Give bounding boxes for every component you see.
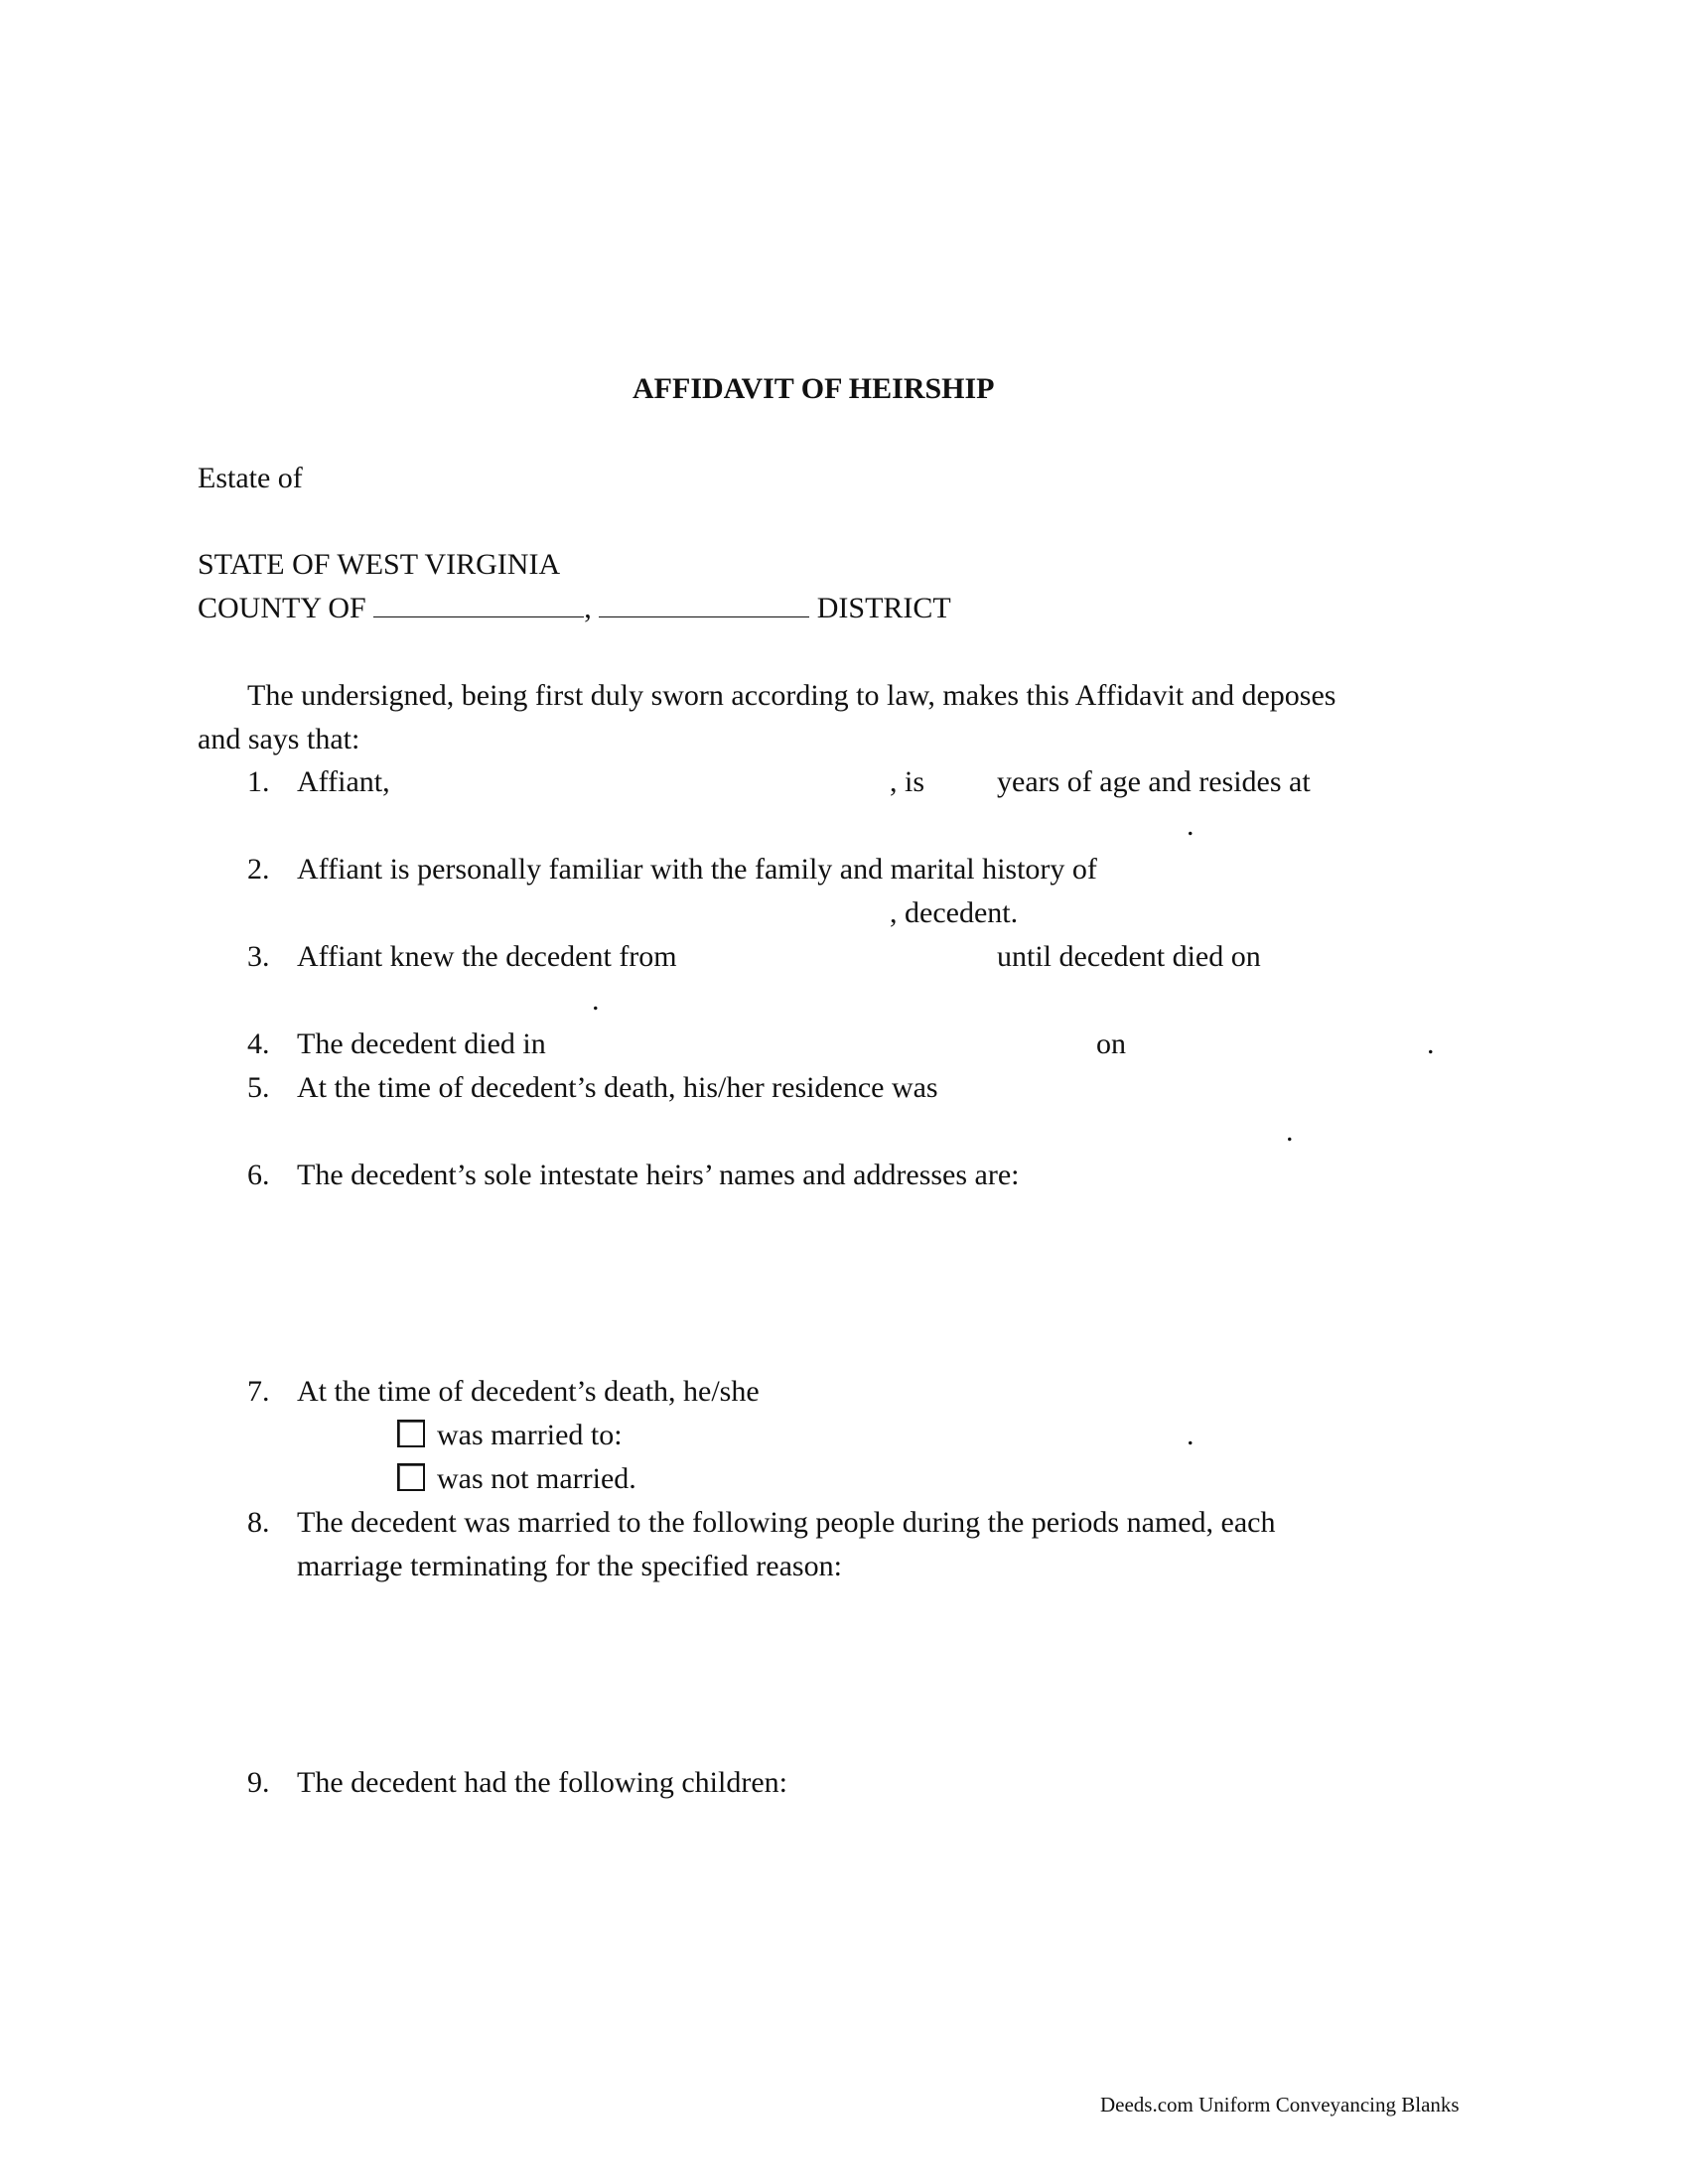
item-2-text: Affiant is personally familiar with the family and marital history of: [297, 853, 1097, 886]
item-7-text: At the time of decedent’s death, he/she: [297, 1375, 760, 1408]
item-6-number: 6.: [247, 1159, 270, 1191]
item-3-text: Affiant knew the decedent from: [297, 940, 677, 973]
married-option-label: was married to:: [437, 1419, 623, 1451]
item-1-age-residence: years of age and resides at: [997, 765, 1311, 798]
item-9-number: 9.: [247, 1766, 270, 1799]
item-3-until: until decedent died on: [997, 940, 1261, 973]
county-blank[interactable]: [373, 591, 584, 617]
item-8-number: 8.: [247, 1506, 270, 1539]
item-5-number: 5.: [247, 1071, 270, 1104]
item-1-period: .: [1187, 809, 1195, 842]
state-line: STATE OF WEST VIRGINIA: [198, 548, 561, 581]
item-8-text-line-2: marriage terminating for the specified reason:: [297, 1550, 842, 1582]
county-comma: ,: [584, 592, 592, 624]
item-6-text: The decedent’s sole intestate heirs’ names and addresses are:: [297, 1159, 1020, 1191]
district-blank[interactable]: [599, 591, 809, 617]
item-8-text-line-1: The decedent was married to the following people during the periods named, each: [297, 1506, 1276, 1539]
item-2-number: 2.: [247, 853, 270, 886]
item-5-text: At the time of decedent’s death, his/her residence was: [297, 1071, 938, 1104]
not-married-checkbox[interactable]: [397, 1463, 425, 1491]
item-5-period: .: [1286, 1115, 1294, 1148]
item-1-is: , is: [890, 765, 925, 798]
item-1-number: 1.: [247, 765, 270, 798]
item-4-period: .: [1427, 1027, 1435, 1060]
item-4-number: 4.: [247, 1027, 270, 1060]
married-checkbox[interactable]: [397, 1420, 425, 1447]
intro-line-2: and says that:: [198, 723, 360, 755]
item-1-affiant: Affiant,: [297, 765, 390, 798]
item-3-number: 3.: [247, 940, 270, 973]
item-2-decedent: , decedent.: [890, 896, 1019, 929]
county-prefix: COUNTY OF: [198, 592, 366, 624]
document-title: AFFIDAVIT OF HEIRSHIP: [633, 372, 995, 405]
item-4-text: The decedent died in: [297, 1027, 546, 1060]
page-footer: Deeds.com Uniform Conveyancing Blanks: [1100, 2093, 1460, 2116]
item-3-period: .: [592, 984, 600, 1017]
not-married-option-label: was not married.: [437, 1462, 636, 1495]
district-label: DISTRICT: [816, 592, 951, 624]
intro-line-1: The undersigned, being first duly sworn according to law, makes this Affidavit and deposes: [247, 679, 1336, 712]
estate-label: Estate of: [198, 462, 303, 494]
item-7-number: 7.: [247, 1375, 270, 1408]
married-option-period: .: [1187, 1419, 1195, 1451]
item-4-on: on: [1096, 1027, 1126, 1060]
item-9-text: The decedent had the following children:: [297, 1766, 787, 1799]
county-line: [198, 591, 951, 626]
